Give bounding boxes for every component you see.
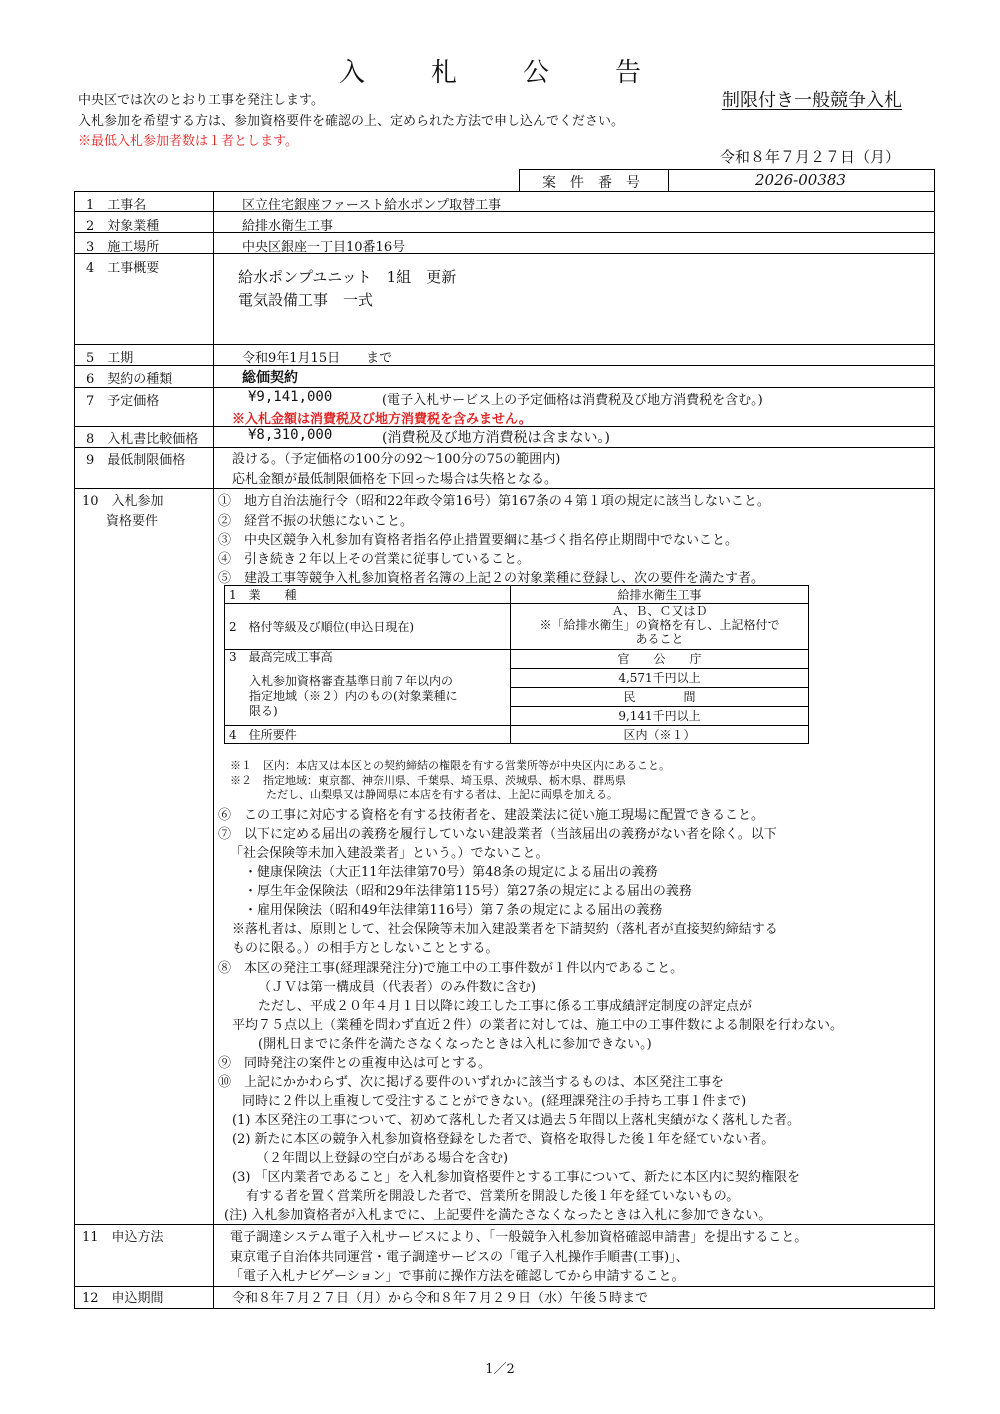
kakuzuke-v3: あること bbox=[635, 632, 684, 646]
jusho-value: 区内（※１） bbox=[511, 726, 809, 744]
label-r12: 12 申込期間 bbox=[82, 1291, 164, 1306]
value-r7-warn: ※入札金額は消費税及び地方消費税を含みません。 bbox=[232, 412, 532, 427]
case-number: 2026-00383 bbox=[755, 171, 846, 189]
note-2: ※２ 指定地域：東京都、神奈川県、千葉県、埼玉県、茨城県、栃木県、群馬県 bbox=[230, 774, 626, 787]
value-r11-2: 東京電子自治体共同運営・電子調達サービスの「電子入札操作手順書(工事)」、 bbox=[230, 1250, 689, 1265]
value-r4-1: 給水ポンプユニット 1組 更新 bbox=[238, 268, 457, 286]
saikou-note-1: 入札参加資格審査基準日前７年以内の bbox=[249, 674, 454, 688]
req-10-3: (3) 「区内業者であること」を入札参加資格要件とする工事について、新たに本区内に契約権限を bbox=[232, 1170, 801, 1185]
req-note: (注) 入札参加資格者が入札までに、上記要件を満たさなくなったときは入札に参加できない。 bbox=[224, 1208, 772, 1223]
req-10: ⑩ 上記にかかわらず、次に掲げる要件のいずれかに該当するものは、本区発注工事を bbox=[218, 1075, 724, 1090]
value-r2: 給排水衛生工事 bbox=[242, 219, 334, 234]
value-r11-1: 電子調達システム電子入札サービスにより、「一般競争入札参加資格確認申請書」を提出すること。 bbox=[230, 1230, 808, 1245]
saikou-note-2: 指定地域（※２）内のもの(対象業種に bbox=[249, 689, 458, 703]
saikou-label: 3 最高完成工事高 bbox=[229, 650, 333, 664]
announce-date: 令和８年７月２７日（月） bbox=[720, 148, 901, 166]
req-8-e: (開札日までに条件を満たさなくなったときは入札に参加できない。) bbox=[258, 1037, 652, 1052]
req-7: ⑦ 以下に定める届出の義務を履行していない建設業者（当該届出の義務がない者を除く。以下 bbox=[218, 827, 777, 842]
minkan-amount: 9,141千円以上 bbox=[511, 707, 809, 726]
kakuzuke-v1: Ａ、Ｂ、Ｃ又はＤ bbox=[611, 604, 708, 618]
value-r12: 令和８年７月２７日（月）から令和８年７月２９日（水）午後５時まで bbox=[232, 1291, 649, 1306]
value-r3: 中央区銀座一丁目10番16号 bbox=[242, 240, 406, 255]
req-7-c: ・健康保険法（大正11年法律第70号）第48条の規定による届出の義務 bbox=[244, 865, 658, 880]
value-r1: 区立住宅銀座ファースト給水ポンプ取替工事 bbox=[242, 198, 502, 213]
req-7-g: ものに限る。）の相手方としないこととする。 bbox=[232, 941, 499, 956]
saikou-cell bbox=[225, 650, 511, 726]
gyoshu-value: 給排水衛生工事 bbox=[511, 586, 809, 604]
req-5: ⑤ 建設工事等競争入札参加資格者名簿の上記２の対象業種に登録し、次の要件を満たす者。 bbox=[218, 571, 765, 586]
kancho-label: 官 公 庁 bbox=[511, 650, 809, 669]
note-3: ただし、山梨県又は静岡県に本店を有する者は、上記に両県を加える。 bbox=[266, 788, 618, 801]
minkan-label: 民 間 bbox=[511, 688, 809, 707]
value-r8-amount: ¥8,310,000 bbox=[248, 427, 333, 443]
label-r5: 5 工期 bbox=[86, 351, 134, 366]
label-r10-a: 10 入札参加 bbox=[82, 494, 164, 509]
case-number-header bbox=[519, 169, 935, 192]
label-r6: 6 契約の種類 bbox=[86, 372, 173, 387]
label-r9: 9 最低制限価格 bbox=[86, 453, 186, 468]
kakuzuke-value bbox=[511, 604, 809, 650]
intro-line-3: ※最低入札参加者数は１者とします。 bbox=[78, 134, 298, 149]
intro-line-1: 中央区では次のとおり工事を発注します。 bbox=[78, 93, 324, 108]
req-10-b: 同時に２件以上重複して受注することができない。(経理課発注の手持ち工事１件まで) bbox=[242, 1094, 747, 1109]
req-10-1: (1) 本区発注の工事について、初めて落札した者又は過去５年間以上落札実績がなく落札した者。 bbox=[232, 1113, 801, 1128]
value-r6: 総価契約 bbox=[242, 370, 298, 386]
label-r2: 2 対象業種 bbox=[86, 219, 160, 234]
kakuzuke-v2: ※「給排水衛生」の資格を有し、上記格付で bbox=[539, 618, 780, 632]
req-7-e: ・雇用保険法（昭和49年法律第116号）第７条の規定による届出の義務 bbox=[244, 903, 663, 918]
value-r8-note: (消費税及び地方消費税は含まない。) bbox=[382, 430, 610, 446]
req-8-c: ただし、平成２０年４月１日以降に竣工した工事に係る工事成績評定制度の評定点が bbox=[258, 999, 753, 1014]
saikou-note-3: 限る) bbox=[249, 704, 278, 718]
note-1: ※１ 区内：本店又は本区との契約締結の権限を有する営業所等が中央区内にあること。 bbox=[230, 759, 670, 772]
req-9: ⑨ 同時発注の案件との重複申込は可とする。 bbox=[218, 1056, 492, 1071]
value-r7-amount: ¥9,141,000 bbox=[248, 389, 333, 405]
requirement-table bbox=[224, 585, 809, 744]
intro-line-2: 入札参加を希望する方は、参加資格要件を確認の上、定められた方法で申し込んでください。 bbox=[78, 114, 625, 129]
jusho-label: 4 住所要件 bbox=[225, 726, 511, 744]
req-10-2b: （２年間以上登録の空白がある場合を含む) bbox=[256, 1151, 509, 1166]
label-r11: 11 申込方法 bbox=[82, 1230, 164, 1245]
req-6: ⑥ この工事に対応する資格を有する技術者を、建設業法に従い施工現場に配置できること。 bbox=[218, 808, 765, 823]
value-r11-3: 「電子入札ナビゲーション」で事前に操作方法を確認してから申請すること。 bbox=[230, 1269, 685, 1284]
value-r4-2: 電気設備工事 一式 bbox=[238, 291, 374, 309]
req-3: ③ 中央区競争入札参加有資格者指名停止措置要綱に基づく指名停止期間中でないこと。 bbox=[218, 533, 739, 548]
req-8: ⑧ 本区の発注工事(経理課発注分)で施工中の工事件数が１件以内であること。 bbox=[218, 961, 684, 976]
bid-type: 制限付き一般競争入札 bbox=[722, 90, 902, 111]
value-r9-2: 応札金額が最低制限価格を下回った場合は失格となる。 bbox=[232, 472, 558, 487]
kakuzuke-label: 2 格付等級及び順位(申込日現在) bbox=[225, 604, 511, 650]
req-10-2: (2) 新たに本区の競争入札参加資格登録をした者で、資格を取得した後１年を経ていない者。 bbox=[232, 1132, 775, 1147]
req-7-b: 「社会保険等未加入建設業者」という。）でないこと。 bbox=[230, 846, 549, 861]
req-7-f: ※落札者は、原則として、社会保険等未加入建設業者を下請契約（落札者が直接契約締結する bbox=[232, 922, 778, 937]
req-8-d: 平均７５点以上（業種を問わず直近２件）の業者に対しては、施工中の工事件数による制限を行わない。 bbox=[232, 1018, 844, 1033]
kancho-amount: 4,571千円以上 bbox=[511, 669, 809, 688]
req-8-b: （ＪＶは第一構成員（代表者）のみ件数に含む) bbox=[258, 980, 537, 995]
label-r1: 1 工事名 bbox=[86, 198, 147, 213]
label-r8: 8 入札書比較価格 bbox=[86, 432, 199, 447]
req-1: ① 地方自治法施行令（昭和22年政令第16号）第167条の４第１項の規定に該当しないこと。 bbox=[218, 494, 770, 509]
label-r10-b: 資格要件 bbox=[106, 514, 159, 529]
label-r4: 4 工事概要 bbox=[86, 261, 160, 276]
gyoshu-label: 1 業 種 bbox=[225, 586, 511, 604]
label-r3: 3 施工場所 bbox=[86, 240, 160, 255]
value-r7-note: (電子入札サービス上の予定価格は消費税及び地方消費税を含む。) bbox=[382, 393, 763, 408]
req-4: ④ 引き続き２年以上その営業に従事していること。 bbox=[218, 552, 531, 567]
value-r9-1: 設ける。（予定価格の100分の92～100分の75の範囲内) bbox=[232, 452, 561, 467]
case-label: 案 件 番 号 bbox=[542, 175, 640, 191]
value-r5: 令和9年1月15日 まで bbox=[242, 351, 393, 366]
req-7-d: ・厚生年金保険法（昭和29年法律第115号）第27条の規定による届出の義務 bbox=[244, 884, 692, 899]
page-number: 1／2 bbox=[485, 1362, 515, 1377]
req-2: ② 経営不振の状態にないこと。 bbox=[218, 514, 414, 529]
page-title: 入 札 公 告 bbox=[338, 58, 661, 88]
label-r7: 7 予定価格 bbox=[86, 394, 160, 409]
req-10-3b: 有する者を置く営業所を開設した者で、営業所を開設した後１年を経ていないもの。 bbox=[246, 1189, 740, 1204]
